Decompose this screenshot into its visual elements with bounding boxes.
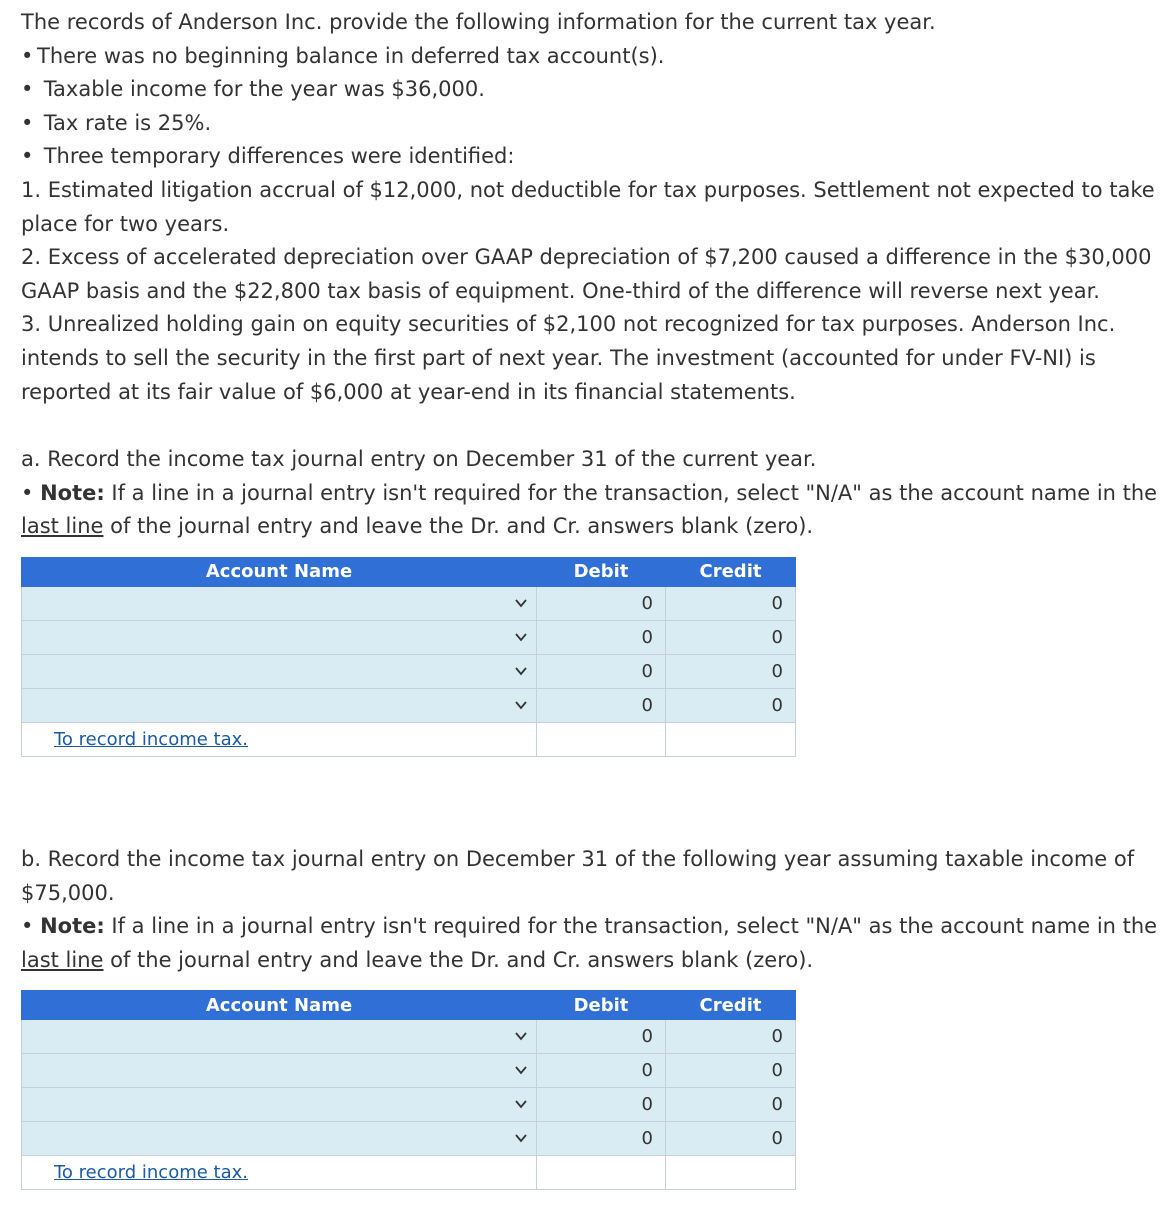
debit-input[interactable]: 0 [537, 688, 666, 722]
table-row [22, 1088, 796, 1122]
chevron-down-icon [514, 1097, 528, 1111]
difference-1-line-2: place for two years. [21, 211, 230, 236]
chevron-down-icon [514, 1029, 528, 1043]
account-select[interactable] [22, 654, 537, 688]
chevron-down-icon [514, 1131, 528, 1145]
difference-3-line-2: intends to sell the security in the first part of next year. The investment (accounted for under FV-NI) is [21, 345, 1096, 370]
header-debit: Debit [537, 991, 666, 1020]
debit-input[interactable]: 0 [537, 654, 666, 688]
chevron-down-icon [514, 1063, 528, 1077]
debit-input[interactable]: 0 [537, 1088, 666, 1122]
debit-input[interactable]: 0 [537, 1054, 666, 1088]
header-account-name: Account Name [22, 557, 537, 586]
header-debit: Debit [537, 557, 666, 586]
difference-3-line-3: reported at its fair value of $6,000 at year-end in its financial statements. [21, 379, 796, 404]
header-credit: Credit [666, 557, 796, 586]
credit-input[interactable]: 0 [666, 586, 796, 620]
part-a-note: • Note: If a line in a journal entry isn't required for the transaction, select "N/A" as the account name in the [21, 480, 1158, 505]
debit-input[interactable]: 0 [537, 1122, 666, 1156]
difference-1-line-1: 1. Estimated litigation accrual of $12,000, not deductible for tax purposes. Settlement not expected to take [21, 177, 1155, 202]
memo-link[interactable]: To record income tax. [54, 728, 249, 750]
table-row [22, 620, 796, 654]
intro-bullet-3: • Tax rate is 25%. [21, 107, 1151, 141]
bullet-icon: • [21, 77, 34, 102]
part-b-note-cont: last line of the journal entry and leave the Dr. and Cr. answers blank (zero). [21, 947, 814, 972]
table-row [22, 1054, 796, 1088]
intro-bullet-4: • Three temporary differences were identified: [21, 140, 1151, 174]
chevron-down-icon [514, 698, 528, 712]
table-header [22, 557, 796, 586]
account-select[interactable] [22, 688, 537, 722]
difference-2-line-2: GAAP basis and the $22,800 tax basis of equipment. One-third of the difference will reverse next year. [21, 278, 1100, 303]
table-row [22, 654, 796, 688]
question-content [21, 6, 1158, 1190]
account-select[interactable] [22, 1054, 537, 1088]
account-select[interactable] [22, 1122, 537, 1156]
memo-row [22, 1156, 796, 1190]
memo-cell [22, 722, 537, 756]
credit-input[interactable]: 0 [666, 1122, 796, 1156]
credit-input[interactable]: 0 [666, 688, 796, 722]
chevron-down-icon [514, 596, 528, 610]
header-account-name: Account Name [22, 991, 537, 1020]
credit-input[interactable]: 0 [666, 654, 796, 688]
credit-input[interactable]: 0 [666, 1088, 796, 1122]
memo-cell [22, 1156, 537, 1190]
part-a-note-cont: last line of the journal entry and leave the Dr. and Cr. answers blank (zero). [21, 514, 814, 539]
part-b-prompt-line-1: b. Record the income tax journal entry on December 31 of the following year assuming taxable income of [21, 846, 1135, 871]
journal-entry-table-a [21, 557, 796, 757]
account-select[interactable] [22, 1020, 537, 1054]
account-select[interactable] [22, 1088, 537, 1122]
credit-input[interactable]: 0 [666, 620, 796, 654]
part-b-prompt-line-2: $75,000. [21, 880, 115, 905]
bullet-icon: • [21, 110, 34, 135]
table-row [22, 586, 796, 620]
journal-entry-table-b [21, 990, 796, 1190]
intro-bullet-2: • Taxable income for the year was $36,000. [21, 73, 1151, 107]
account-select[interactable] [22, 586, 537, 620]
debit-input[interactable]: 0 [537, 620, 666, 654]
credit-input[interactable]: 0 [666, 1054, 796, 1088]
debit-input[interactable]: 0 [537, 1020, 666, 1054]
debit-input[interactable]: 0 [537, 586, 666, 620]
table-header [22, 991, 796, 1020]
part-b-note: • Note: If a line in a journal entry isn't required for the transaction, select "N/A" as the account name in the [21, 914, 1158, 939]
header-credit: Credit [666, 991, 796, 1020]
memo-row [22, 722, 796, 756]
intro-bullet-1: • There was no beginning balance in deferred tax account(s). [21, 40, 1151, 74]
table-row [22, 1020, 796, 1054]
difference-3-line-1: 3. Unrealized holding gain on equity securities of $2,100 not recognized for tax purposes. Anderson Inc. [21, 312, 1116, 337]
account-select[interactable] [22, 620, 537, 654]
table-row [22, 1122, 796, 1156]
table-row [22, 688, 796, 722]
chevron-down-icon [514, 664, 528, 678]
credit-input[interactable]: 0 [666, 1020, 796, 1054]
intro-heading: The records of Anderson Inc. provide the following information for the current tax year. [21, 10, 936, 34]
bullet-icon: • [21, 144, 34, 169]
bullet-icon: • [21, 43, 34, 68]
memo-link[interactable]: To record income tax. [54, 1162, 249, 1184]
difference-2-line-1: 2. Excess of accelerated depreciation over GAAP depreciation of $7,200 caused a difference in the $30,000 [21, 245, 1152, 270]
part-a-prompt: a. Record the income tax journal entry on December 31 of the current year. [21, 447, 817, 472]
chevron-down-icon [514, 630, 528, 644]
